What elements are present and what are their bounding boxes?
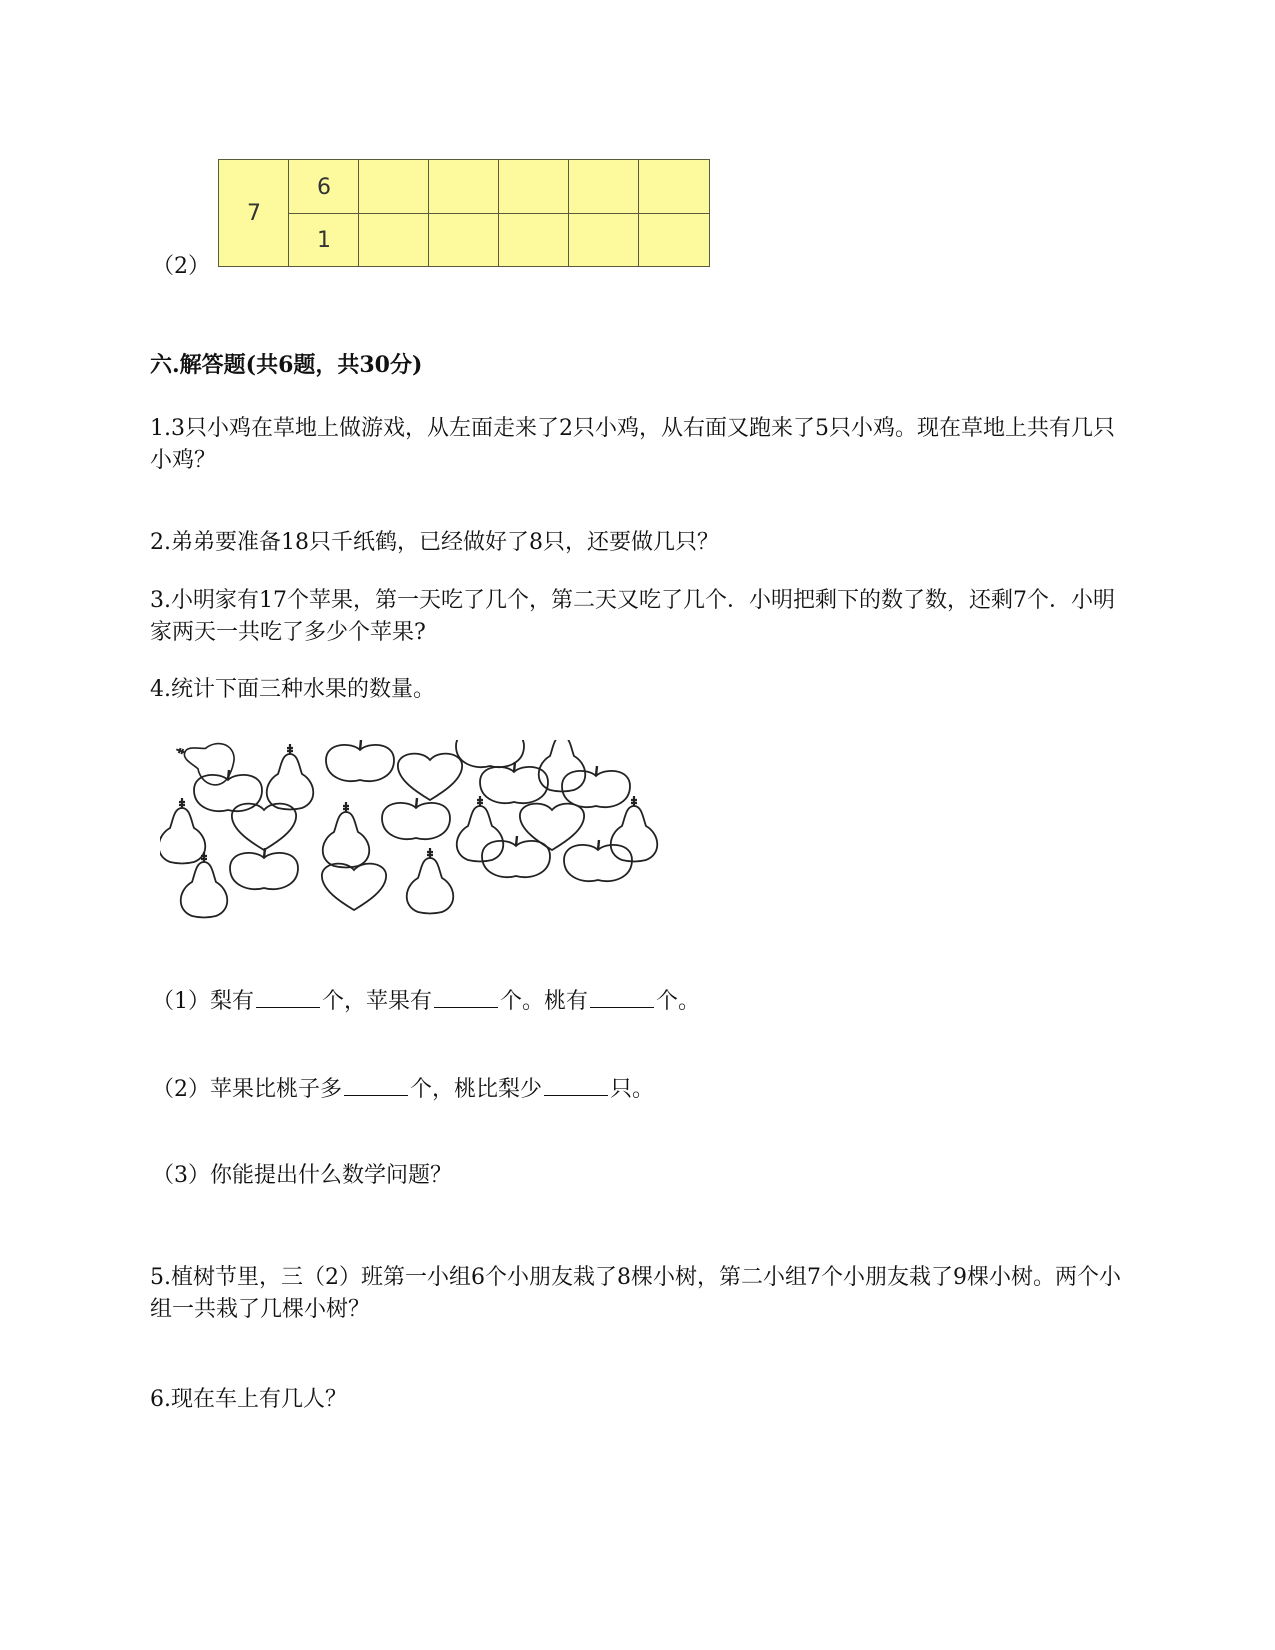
number-split-table (218, 159, 710, 267)
apple-icon (562, 766, 630, 807)
apple-icon (326, 740, 394, 781)
question-4-part-2: （2）苹果比桃子多 个，桃比梨少 只。 (152, 1073, 654, 1106)
top-cell (498, 159, 570, 215)
bottom-cell (498, 213, 570, 267)
bottom-cell: 1 (288, 213, 360, 267)
pear-icon (267, 744, 314, 810)
bottom-cell (358, 213, 430, 267)
whole-number-cell: 7 (218, 159, 290, 267)
pear-icon (407, 848, 454, 914)
question-5: 5.植树节里，三（2）班第一小组6个小朋友栽了8棵小树，第二小组7个小朋友栽了9棵小树。两个小组一共栽了几棵小树？ (150, 1265, 1121, 1322)
answer-blank[interactable] (590, 985, 654, 1008)
peach-icon (398, 754, 462, 800)
question-4-part-3: （3）你能提出什么数学问题？ (152, 1163, 452, 1188)
pear-icon (457, 796, 504, 862)
question-1: 1.3只小鸡在草地上做游戏，从左面走来了2只小鸡，从右面又跑来了5只小鸡。现在草地上共有几只小鸡？ (150, 416, 1115, 473)
bottom-cell (568, 213, 640, 267)
answer-blank[interactable] (256, 985, 320, 1008)
fruit-picture (160, 740, 700, 940)
pear-icon (169, 740, 239, 789)
question-4-part-1: （1）梨有 个，苹果有 个。桃有 个。 (152, 985, 700, 1018)
peach-icon (520, 804, 584, 850)
apple-icon (480, 762, 548, 803)
section-title: 六.解答题(共6题，共30分) (150, 352, 423, 378)
answer-blank[interactable] (344, 1073, 408, 1096)
bottom-cell (428, 213, 500, 267)
pear-icon (181, 852, 228, 918)
top-cell (358, 159, 430, 215)
top-cell: 6 (288, 159, 360, 215)
question-3: 3.小明家有17个苹果，第一天吃了几个，第二天又吃了几个．小明把剩下的数了数，还剩7个．小明家两天一共吃了多少个苹果? (150, 588, 1115, 645)
pear-icon (323, 802, 370, 868)
split-table-label: （2） (152, 254, 210, 279)
question-6: 6.现在车上有几人？ (150, 1387, 347, 1412)
peach-icon (322, 864, 386, 910)
apple-icon (482, 836, 550, 877)
pear-icon (611, 796, 658, 862)
apple-icon (382, 798, 450, 839)
top-cell (568, 159, 640, 215)
bottom-cell (638, 213, 710, 267)
answer-blank[interactable] (544, 1073, 608, 1096)
question-4: 4.统计下面三种水果的数量。 (150, 677, 435, 702)
top-cell (428, 159, 500, 215)
pear-icon (160, 798, 205, 864)
apple-icon (230, 848, 298, 889)
top-cell (638, 159, 710, 215)
question-2: 2.弟弟要准备18只千纸鹤，已经做好了8只，还要做几只？ (150, 530, 719, 555)
answer-blank[interactable] (434, 985, 498, 1008)
apple-icon (194, 770, 262, 811)
